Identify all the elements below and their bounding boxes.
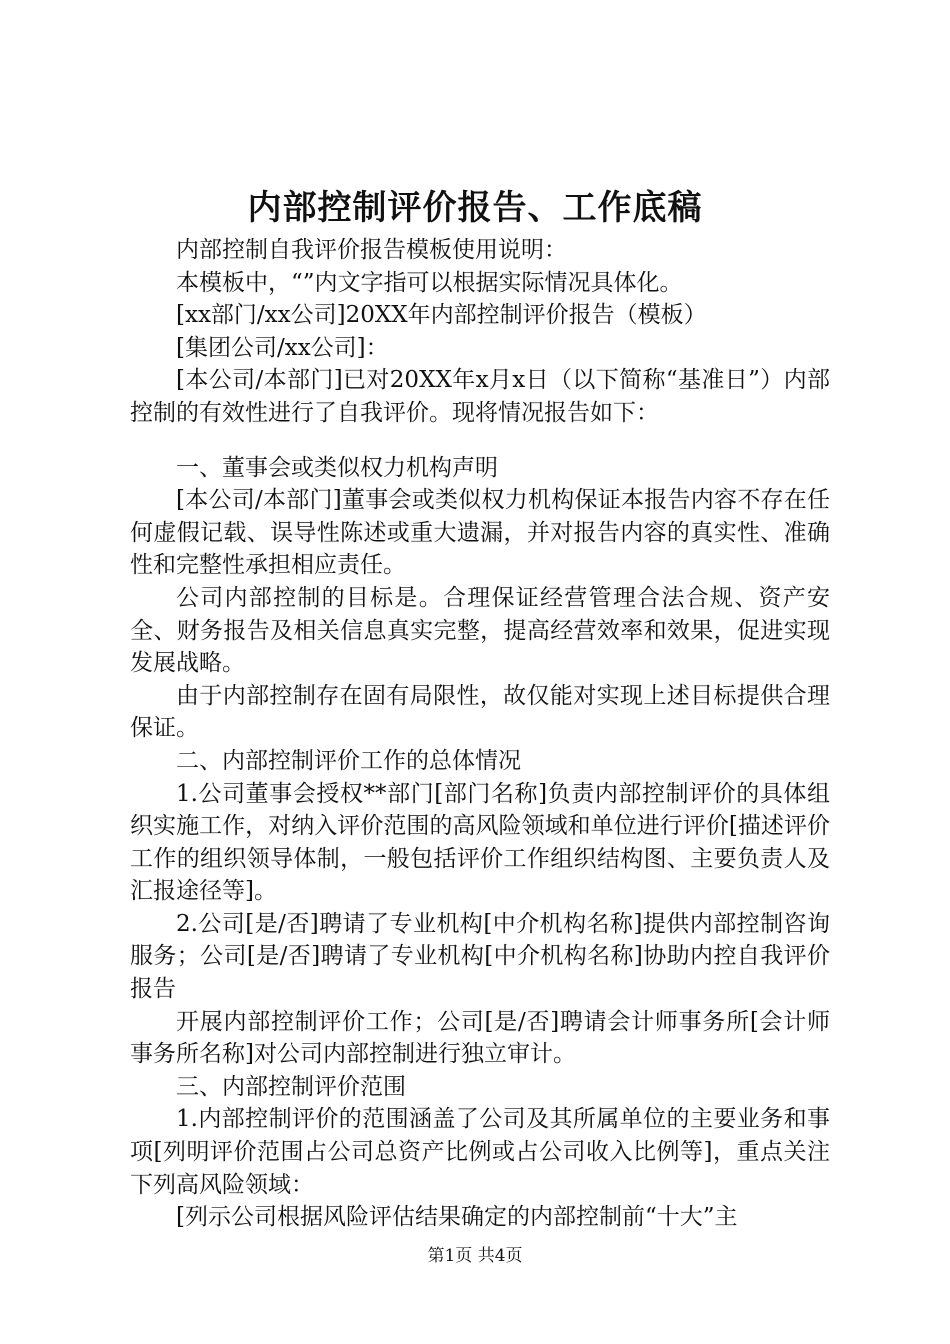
- paragraph: [列示公司根据风险评估结果确定的内部控制前“十大”主: [176, 1204, 738, 1231]
- paragraph: 由于内部控制存在固有局限性，故仅能对实现上述目标提供合理保证。: [130, 682, 830, 742]
- page-number: 第1页 共4页: [427, 1246, 523, 1266]
- paragraph: 1.内部控制评价的范围涵盖了公司及其所属单位的主要业务和事项[列明评价范围占公司总资产比例或占公司收入比例等]，重点关注下列高风险领域：: [130, 1106, 830, 1198]
- paragraph: 1.公司董事会授权**部门[部门名称]负责内部控制评价的具体组织实施工作，对纳入评价范围的高风险领域和单位进行评价[描述评价工作的组织领导体制，一般包括评价工作组织结构图、主要负责人及汇报途径等]。: [130, 780, 830, 905]
- section-heading: 一、董事会或类似权力机构声明: [176, 454, 498, 481]
- section-heading: 二、内部控制评价工作的总体情况: [176, 747, 521, 774]
- paragraph: 开展内部控制评价工作；公司[是/否]聘请会计师事务所[会计师事务所名称]对公司内部控制进行独立审计。: [130, 1008, 830, 1068]
- section-heading: 三、内部控制评价范围: [176, 1073, 406, 1100]
- paragraph: 公司内部控制的目标是。合理保证经营管理合法合规、资产安全、财务报告及相关信息真实完整，提高经营效率和效果，促进实现发展战略。: [130, 584, 830, 677]
- document-title: 内部控制评价报告、工作底稿: [247, 188, 703, 228]
- paragraph: 2.公司[是/否]聘请了专业机构[中介机构名称]提供内部控制咨询服务；公司[是/否]聘请了专业机构[中介机构名称]协助内控自我评价报告: [130, 910, 830, 1003]
- paragraph: 内部控制自我评价报告模板使用说明：: [176, 237, 567, 263]
- paragraph: [xx部门/xx公司]20XX年内部控制评价报告（模板）: [176, 302, 707, 329]
- paragraph: 本模板中，“”内文字指可以根据实际情况具体化。: [176, 269, 683, 296]
- document-body: [130, 234, 830, 1234]
- paragraph: [本公司/本部门]董事会或类似权力机构保证本报告内容不存在任何虚假记载、误导性陈述或重大遗漏，并对报告内容的真实性、准确性和完整性承担相应责任。: [130, 487, 830, 579]
- paragraph: [本公司/本部门]已对20XX年x月x日（以下简称“基准日”）内部控制的有效性进行了自我评价。现将情况报告如下：: [130, 367, 830, 426]
- paragraph: [集团公司/xx公司]：: [176, 334, 389, 361]
